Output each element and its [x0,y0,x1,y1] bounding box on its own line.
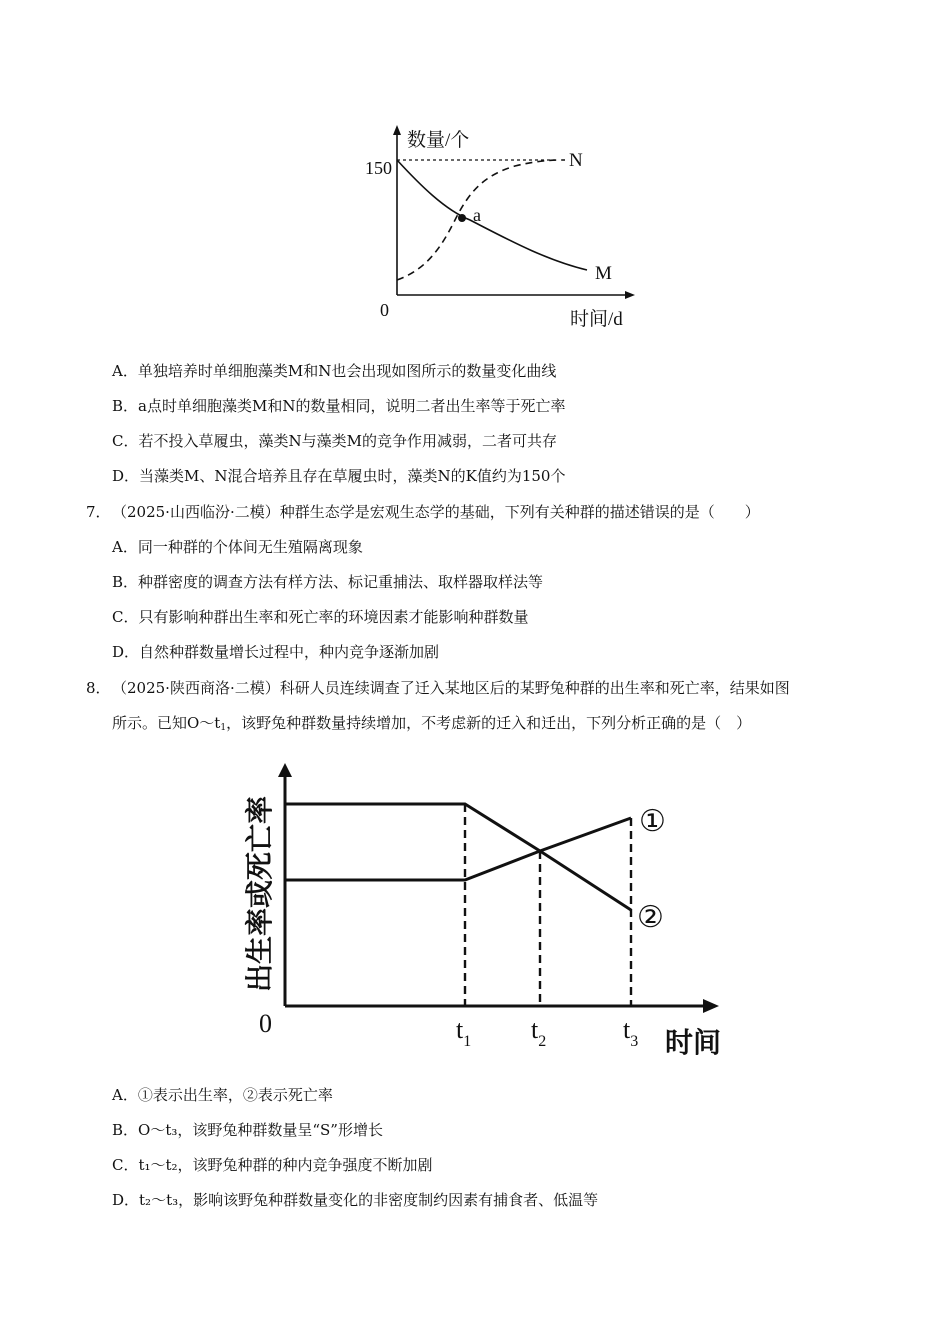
q8-option-b: B．O～t₃，该野兔种群数量呈“S”形增长 [112,1121,383,1139]
q6-option-d: D．当藻类M、N混合培养且存在草履虫时，藻类N的K值约为150个 [112,467,566,485]
fig1-point-a-label: a [473,205,481,225]
figure-2-rate-chart [225,760,735,1060]
q8-stem-line2 [112,713,751,738]
fig2-y-axis-arrow [278,763,292,777]
q8-stem-line1: （2025·陕西商洛·二模）科研人员连续调查了迁入某地区后的某野兔种群的出生率和死亡率，结果如图 [112,679,790,697]
fig1-series-n: N [569,150,583,171]
fig2-origin: 0 [259,1009,272,1038]
q7-number: 7． [86,503,111,521]
q6-option-b: B．a点时单细胞藻类M和N的数量相同，说明二者出生率等于死亡率 [112,397,566,415]
q8-number: 8． [86,679,111,697]
fig2-t2-t: t [531,1015,539,1044]
q7-option-d: D．自然种群数量增长过程中，种内竞争逐渐加剧 [112,643,440,661]
point-a [458,214,466,222]
fig2-label-1: ① [639,805,666,838]
figure-1-algae-curves [355,120,655,335]
fig1-x-label: 时间/d [570,309,623,330]
fig2-y-label: 出生率或死亡率 [243,795,276,992]
fig1-series-m: M [595,263,612,284]
fig2-x-label: 时间 [665,1026,722,1059]
curve-n [397,160,565,280]
q8-option-a: A．①表示出生率，②表示死亡率 [112,1086,333,1104]
q8-option-c: C．t₁～t₂，该野兔种群的种内竞争强度不断加剧 [112,1156,433,1174]
q7-option-c: C．只有影响种群出生率和死亡率的环境因素才能影响种群数量 [112,608,529,626]
q7-option-b: B．种群密度的调查方法有样方法、标记重捕法、取样器取样法等 [112,573,544,591]
fig1-origin: 0 [380,300,389,320]
fig2-line-2 [285,804,631,910]
fig2-label-2: ② [637,901,664,934]
fig2-t2-sub: 2 [538,1033,547,1050]
fig1-y-tick-150: 150 [365,158,392,178]
q7-option-a: A．同一种群的个体间无生殖隔离现象 [112,538,363,556]
fig2-t1-t: t [456,1015,464,1044]
curve-m [397,160,587,270]
fig2-t3 [623,1015,638,1050]
q8-stem-line2-a: 所示。已知O～t [112,714,221,732]
q8-stem-line2-sub: 1 [220,723,227,733]
fig2-t1 [456,1015,471,1050]
fig2-x-axis-arrow [703,999,719,1013]
q6-option-a: A．单独培养时单细胞藻类M和N也会出现如图所示的数量变化曲线 [112,362,557,380]
x-axis-arrow [625,291,635,299]
q7-stem: （2025·山西临汾·二模）种群生态学是宏观生态学的基础，下列有关种群的描述错误的是（ ） [112,503,760,521]
y-axis-arrow [393,125,401,135]
fig2-t2 [531,1015,546,1050]
q8-option-d: D．t₂～t₃，影响该野兔种群数量变化的非密度制约因素有捕食者、低温等 [112,1191,599,1209]
fig2-line-1 [285,818,631,880]
q8-stem-line2-b: ，该野兔种群数量持续增加，不考虑新的迁入和迁出，下列分析正确的是（ ） [226,714,752,732]
fig1-y-label: 数量/个 [407,130,470,151]
q6-option-c: C．若不投入草履虫，藻类N与藻类M的竞争作用减弱，二者可共存 [112,432,557,450]
fig2-t3-t: t [623,1015,631,1044]
fig2-t3-sub: 3 [630,1033,639,1050]
fig2-t1-sub: 1 [463,1033,472,1050]
